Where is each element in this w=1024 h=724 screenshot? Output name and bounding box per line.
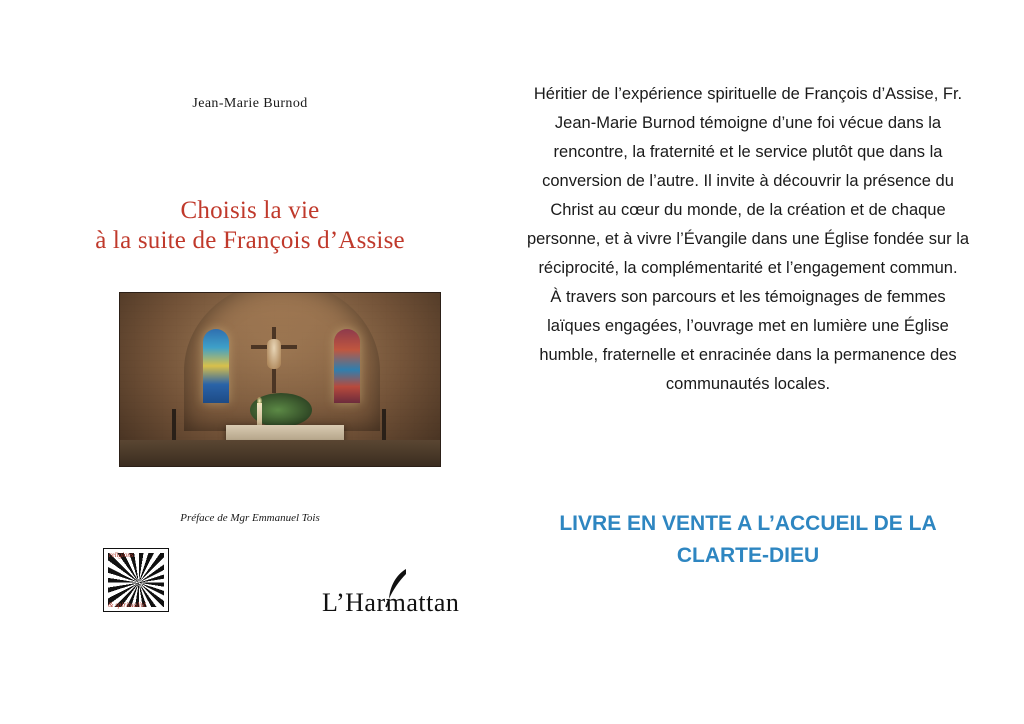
title-line-1: Choisis la vie: [180, 197, 320, 224]
promo-line-1: LIVRE EN VENTE A L’ACCUEIL DE LA: [559, 512, 937, 535]
author-name: Jean-Marie Burnod: [192, 96, 308, 111]
candle-flame-icon: [257, 397, 262, 405]
preface-credit: Préface de Mgr Emmanuel Tois: [180, 512, 320, 524]
blurb-text: [522, 80, 974, 399]
publisher-name: L’Harmattan: [322, 588, 460, 617]
starburst-icon: [108, 553, 164, 607]
crucifix-figure: [267, 339, 281, 369]
publisher-logo: [322, 566, 462, 626]
book-title: [0, 196, 500, 256]
collection-logo: [103, 548, 169, 612]
collection-label-top: religions: [109, 551, 134, 559]
photo-floor: [120, 440, 440, 466]
promo-notice: [528, 508, 968, 572]
title-line-2: à la suite de François d’Assise: [95, 227, 405, 254]
promo-line-2: CLARTE-DIEU: [676, 544, 820, 567]
church-interior-photo: [119, 292, 441, 467]
back-cover: [508, 0, 1000, 724]
stained-glass-window-left: [203, 329, 229, 403]
stained-glass-window-right: [334, 329, 360, 403]
front-cover: [0, 0, 500, 724]
blurb-paragraph-2: À travers son parcours et les témoignages de femmes laïques engagées, l’ouvrage met en lumière une Église humble, fraternelle et enracinée dans la permanence des communautés locales.: [539, 288, 957, 393]
collection-label-bottom: & spiritualité: [108, 601, 146, 609]
candle: [257, 403, 262, 427]
blurb-paragraph-1: Héritier de l’expérience spirituelle de François d’Assise, Fr. Jean-Marie Burnod témoigne d’une foi vécue dans la rencontre, la fraternité et le service plutôt que dans la conversion de l’autre. Il invite à découvrir la présence du Christ au cœur du monde, de la création et de chaque personne, et à vivre l’Évangile dans une Église fondée sur la réciprocité, la complémentarité et l’engagement commun.: [526, 85, 970, 277]
